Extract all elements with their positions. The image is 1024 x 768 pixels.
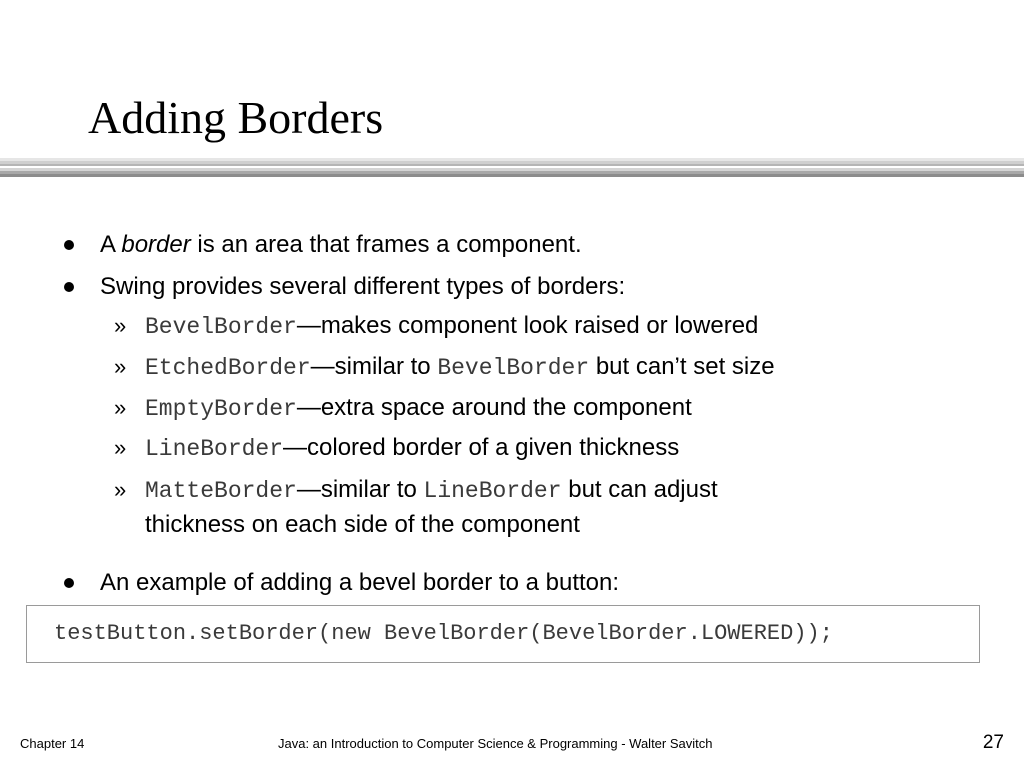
sub-bullet-text: —colored border of a given thickness [283, 434, 680, 461]
code-term: LineBorder [423, 478, 562, 504]
bullet-text: is an area that frames a component. [190, 231, 582, 258]
sub-bullet-marker: » [114, 477, 127, 502]
sub-bullet-text: —similar to [310, 353, 438, 380]
sub-bullet-text: —makes component look raised or lowered [296, 312, 759, 339]
bullet-dot [64, 578, 74, 588]
bullet-text: An example of adding a bevel border to a button: [100, 569, 620, 596]
sub-bullet-marker: » [114, 354, 127, 379]
sub-bullet-item [145, 352, 775, 383]
sub-bullet-text: —extra space around the component [296, 394, 692, 421]
code-term: BevelBorder [145, 314, 297, 340]
sub-bullet-marker: » [114, 435, 127, 460]
code-term: MatteBorder [145, 478, 297, 504]
bullet-text: A [100, 231, 122, 258]
bullet-dot [64, 282, 74, 292]
sub-bullet-item [145, 475, 718, 506]
slide-title: Adding Borders [88, 92, 384, 143]
code-term: BevelBorder [437, 355, 590, 381]
sub-bullet-text: —similar to [296, 476, 424, 503]
sub-bullet-text: but can’t set size [589, 353, 775, 380]
sub-bullet-text: but can adjust [561, 476, 718, 503]
bullet-item [100, 230, 582, 260]
bullet-emphasis: border [121, 231, 191, 258]
code-sample: testButton.setBorder(new BevelBorder(BevelBorder.LOWERED)); [54, 621, 833, 646]
sub-bullet-item [145, 311, 758, 342]
code-sample-box [26, 605, 980, 663]
footer-course: Java: an Introduction to Computer Science & Programming - Walter Savitch [278, 736, 713, 751]
bullet-text: Swing provides several different types of borders: [100, 273, 626, 300]
sub-bullet-marker: » [114, 313, 127, 338]
sub-bullet-item [145, 433, 679, 464]
bullet-item [100, 568, 619, 598]
bullet-item [100, 272, 625, 302]
bullet-dot [64, 240, 74, 250]
sub-bullet-continuation: thickness on each side of the component [145, 511, 580, 538]
sub-bullet-item [145, 393, 692, 424]
code-term: LineBorder [145, 436, 284, 462]
sub-bullet-marker: » [114, 395, 127, 420]
footer-chapter: Chapter 14 [20, 736, 85, 751]
code-term: EtchedBorder [145, 355, 311, 381]
code-term: EmptyBorder [145, 396, 297, 422]
page-number: 27 [982, 732, 1004, 753]
